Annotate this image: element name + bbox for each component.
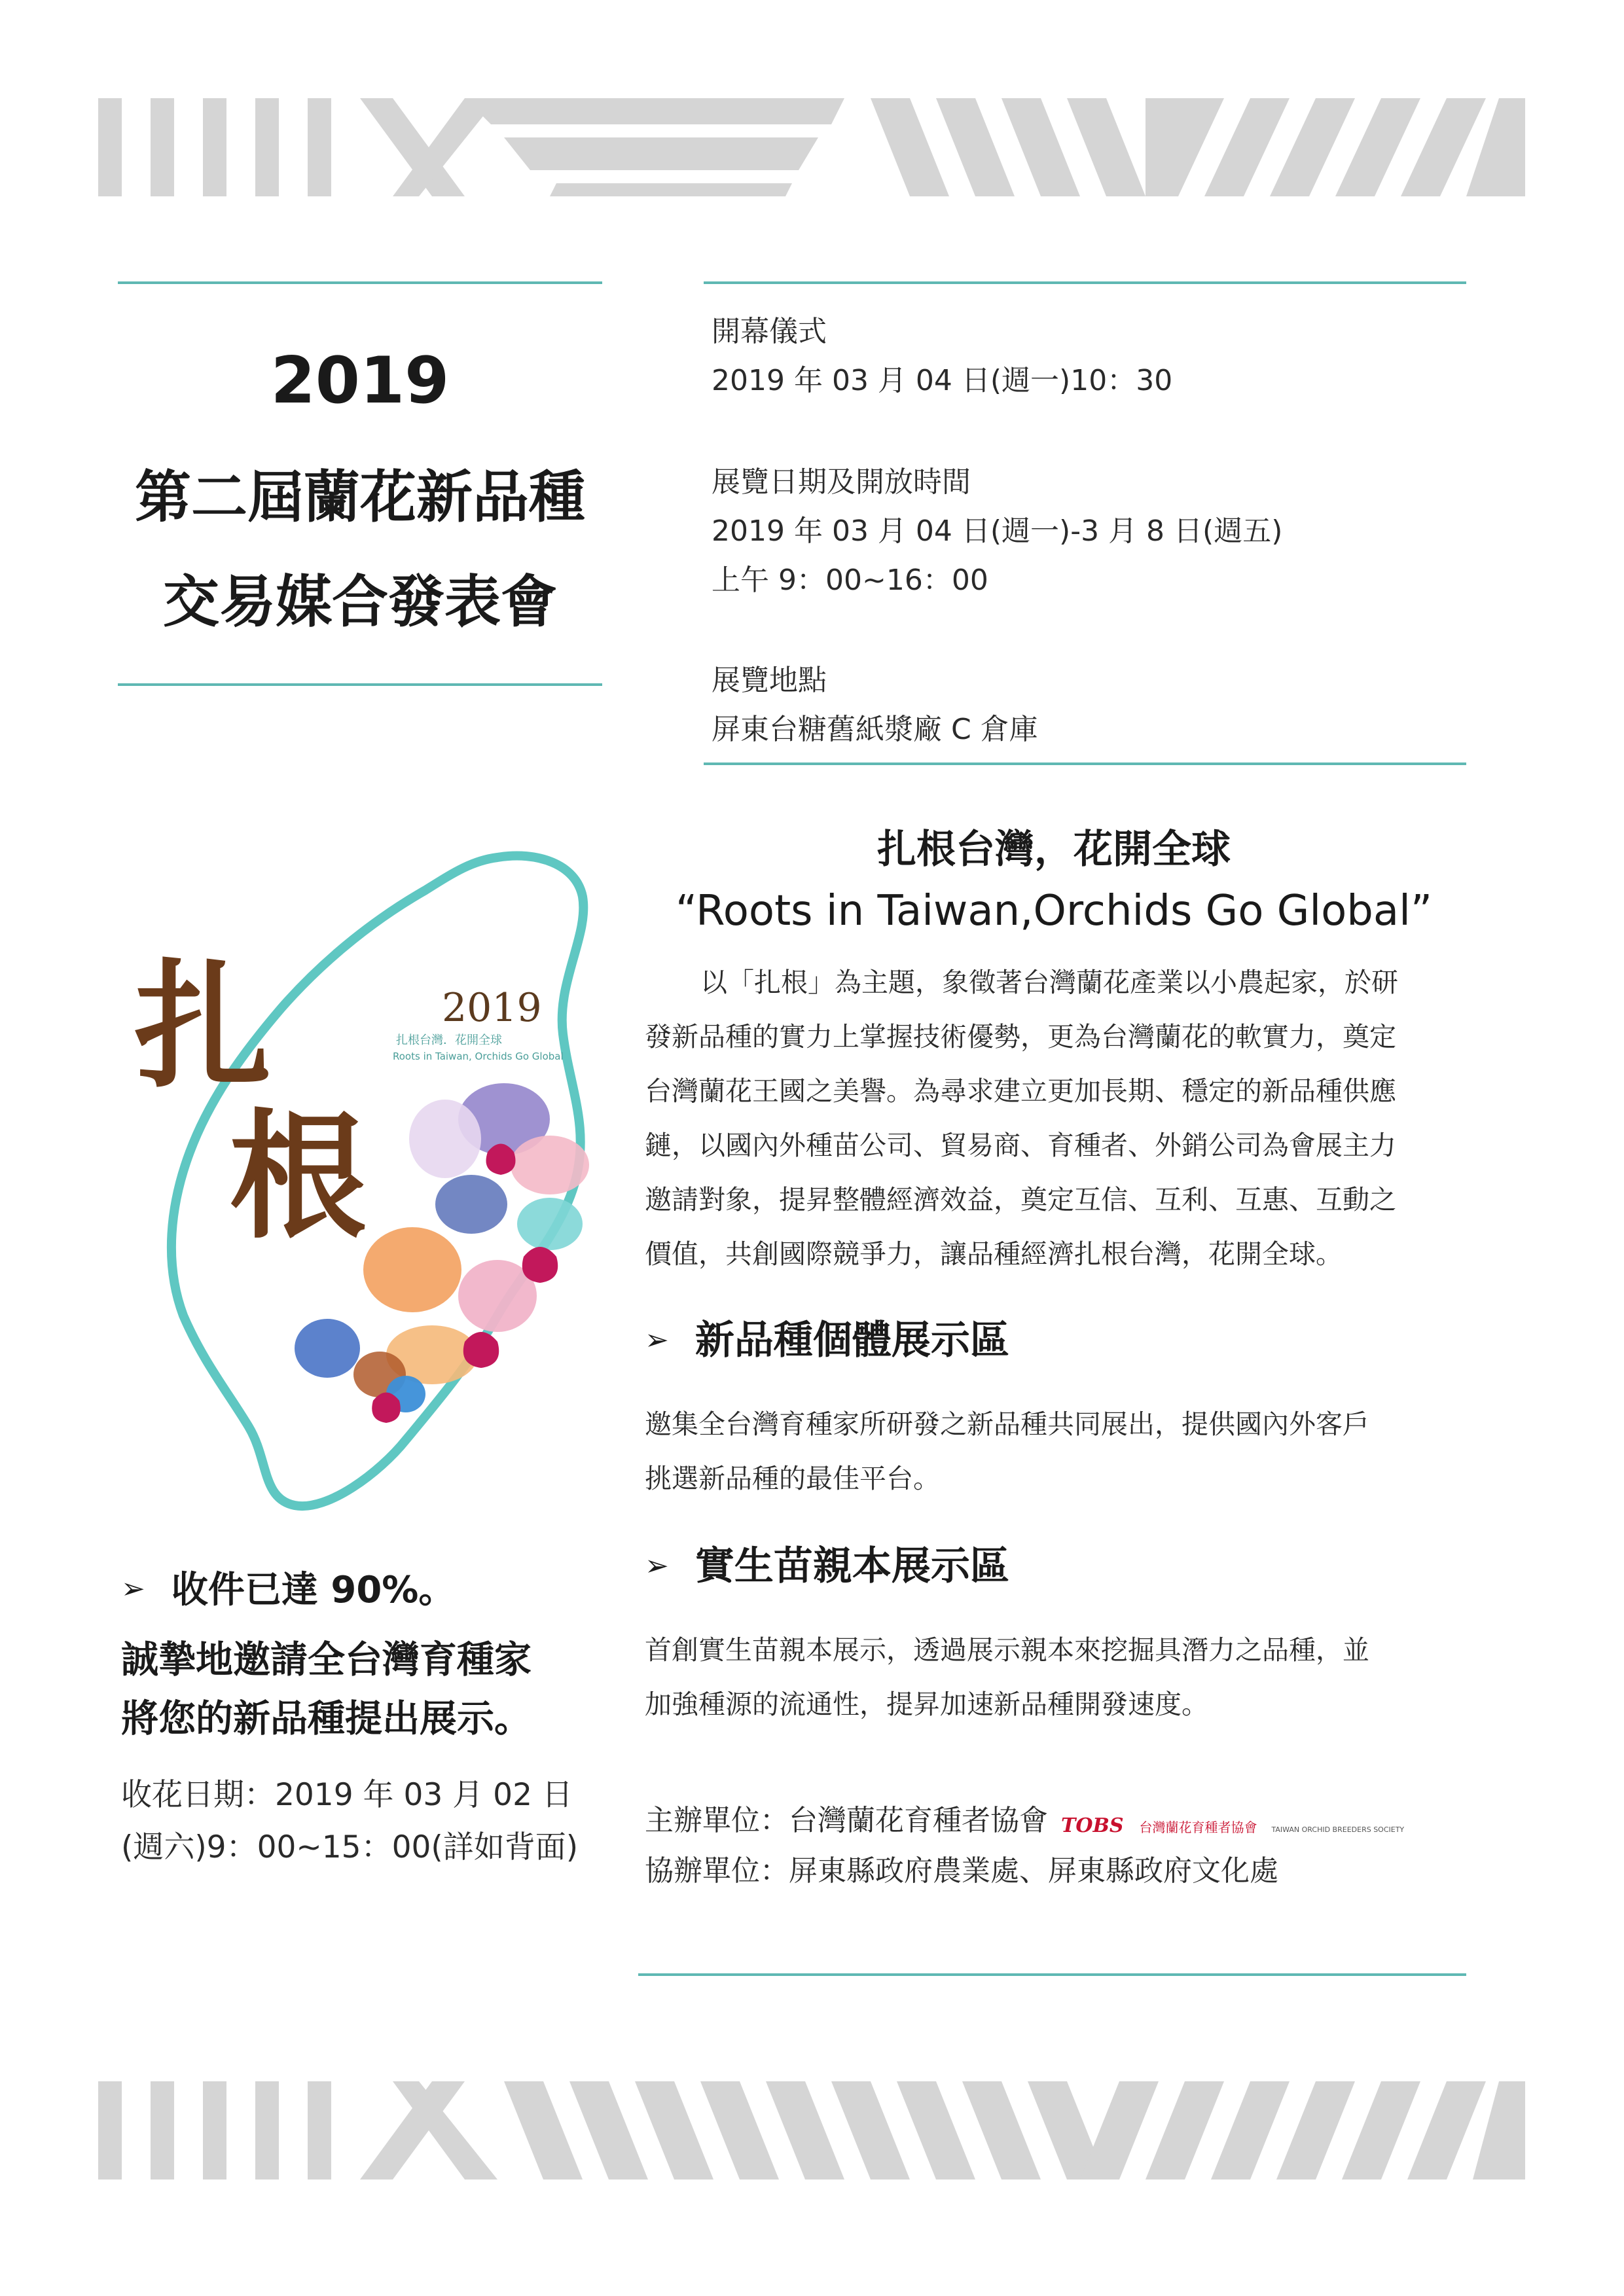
- poster-tagline-zh: 扎根台灣．花開全球: [396, 1033, 502, 1047]
- arrow-bullet-icon: ➢: [121, 1572, 145, 1605]
- arrow-bullet-icon: ➢: [645, 1323, 669, 1357]
- poster-tagline-en: Roots in Taiwan, Orchids Go Global: [393, 1050, 564, 1062]
- intro-line: 邀請對象，提昇整體經濟效益，奠定互信、互利、互惠、互動之: [645, 1184, 1396, 1215]
- section-seedling-parents-line: 首創實生苗親本展示，透過展示親本來挖掘具潛力之品種，並: [645, 1634, 1369, 1666]
- exhibit-hours: 上午 9：00~16：00: [712, 564, 988, 597]
- collection-date-line-1: 收花日期：2019 年 03 月 02 日: [121, 1777, 573, 1813]
- invite-line-1: 誠摯地邀請全台灣育種家: [121, 1638, 532, 1681]
- poster-illustration: [131, 838, 628, 1525]
- opening-value: 2019 年 03 月 04 日(週一)10：30: [712, 364, 1173, 397]
- top-decorative-band: [98, 98, 1525, 196]
- poster-calligraphy-1: 扎: [134, 945, 272, 1107]
- intro-line: 發新品種的實力上掌握技術優勢，更為台灣蘭花的軟實力，奠定: [645, 1021, 1396, 1052]
- section-title: 新品種個體展示區: [695, 1318, 1009, 1363]
- title-bottom-rule: [118, 683, 602, 686]
- exhibit-dates: 2019 年 03 月 04 日(週一)-3 月 8 日(週五): [712, 514, 1283, 548]
- invite-line-2: 將您的新品種提出展示。: [121, 1697, 532, 1740]
- section-title: 實生苗親本展示區: [695, 1543, 1009, 1589]
- title-line-1: 第二屆蘭花新品種: [135, 465, 585, 530]
- section-seedling-parents-line: 加強種源的流通性，提昇加速新品種開發速度。: [645, 1689, 1208, 1720]
- intro-line: 價值，共創國際競爭力，讓品種經濟扎根台灣，花開全球。: [645, 1238, 1343, 1270]
- info-top-rule: [704, 281, 1466, 284]
- intro-line: 以「扎根」為主題，象徵著台灣蘭花產業以小農起家，於研: [700, 967, 1398, 998]
- section-new-varieties-line: 挑選新品種的最佳平台。: [645, 1463, 940, 1494]
- info-bottom-rule: [704, 762, 1466, 765]
- host-organizer: [645, 1797, 1404, 1839]
- venue-value: 屏東台糖舊紙漿廠 C 倉庫: [712, 713, 1038, 746]
- tobs-logo-zh: 台灣蘭花育種者協會: [1139, 1819, 1257, 1835]
- opening-label: 開幕儀式: [712, 315, 827, 348]
- venue-label: 展覽地點: [712, 664, 827, 697]
- intro-line: 鏈，以國內外種苗公司、貿易商、育種者、外銷公司為會展主力: [645, 1130, 1396, 1161]
- exhibit-label: 展覽日期及開放時間: [712, 465, 971, 499]
- section-seedling-parents-heading: [645, 1535, 1009, 1591]
- tobs-logo-en: TAIWAN ORCHID BREEDERS SOCIETY: [1271, 1825, 1405, 1834]
- bottom-decorative-band: [98, 2081, 1525, 2179]
- submission-status-text: 收件已達 90%。: [171, 1569, 456, 1611]
- slogan-zh: 扎根台灣，花開全球: [877, 827, 1231, 872]
- slogan-en: “Roots in Taiwan,Orchids Go Global”: [675, 887, 1433, 935]
- host-organizer-text: 主辦單位：台灣蘭花育種者協會: [645, 1804, 1048, 1837]
- title-year: 2019: [270, 344, 450, 418]
- title-top-rule: [118, 281, 602, 284]
- title-line-2: 交易媒合發表會: [163, 569, 557, 635]
- collection-date-line-2: (週六)9：00~15：00(詳如背面): [121, 1829, 579, 1865]
- intro-line: 台灣蘭花王國之美譽。為尋求建立更加長期、穩定的新品種供應: [645, 1075, 1396, 1107]
- poster-calligraphy-2: 根: [229, 1096, 367, 1257]
- tobs-logo-abbr: TOBS: [1061, 1814, 1124, 1837]
- arrow-bullet-icon: ➢: [645, 1549, 669, 1583]
- section-new-varieties-heading: [645, 1309, 1009, 1365]
- section-new-varieties-line: 邀集全台灣育種家所研發之新品種共同展出，提供國內外客戶: [645, 1408, 1369, 1440]
- submission-status-heading: [121, 1561, 455, 1613]
- bottom-content-rule: [638, 1973, 1466, 1976]
- tobs-logo: [1061, 1806, 1404, 1839]
- poster-year: 2019: [442, 985, 542, 1031]
- co-host-organizer: 協辦單位：屏東縣政府農業處、屏東縣政府文化處: [645, 1854, 1278, 1888]
